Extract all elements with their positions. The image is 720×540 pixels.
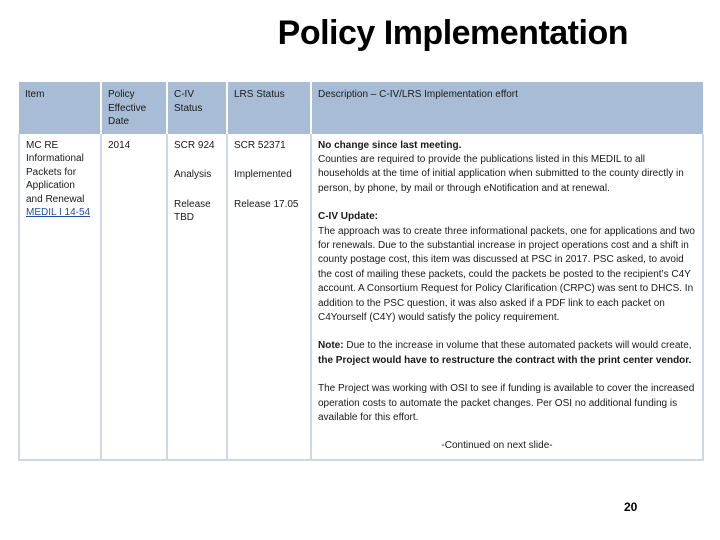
lrs-status-cell xyxy=(227,134,311,460)
osi-paragraph: The Project was working with OSI to see if funding is available to cover the increased operation costs to automate the packet changes. Per OSI no additional funding is available for this effort. xyxy=(318,383,695,423)
civ-release: Release TBD xyxy=(174,198,211,223)
description-cell xyxy=(311,134,703,460)
lrs-scr: SCR 52371 xyxy=(234,139,286,151)
item-cell xyxy=(19,134,101,460)
lrs-release: Release 17.05 xyxy=(234,198,299,210)
page-number: 20 xyxy=(624,500,638,514)
item-text: MC RE Informational Packets for Application and Renewal xyxy=(26,139,85,205)
slide-title: Policy Implementation xyxy=(277,14,628,52)
continued-note: -Continued on next slide- xyxy=(441,440,553,452)
civ-phase: Analysis xyxy=(174,169,212,180)
lrs-phase: Implemented xyxy=(234,169,292,180)
table-row xyxy=(19,134,703,460)
header-civ-status: C-IV Status xyxy=(167,82,227,134)
civ-update-label: C-IV Update: xyxy=(318,211,378,223)
note-bold-text: the Project would have to restructure the contract with the print center vendor. xyxy=(318,354,692,366)
policy-date-cell: 2014 xyxy=(101,134,167,460)
header-lrs-status: LRS Status xyxy=(227,82,311,134)
header-policy-date: Policy Effective Date xyxy=(101,82,167,134)
note-paragraph xyxy=(318,339,696,368)
civ-update-text: The approach was to create three informational packets, one for applications and two for renewals. Due to the substantial increase in project operations cost and a shift in county postage cost, this item was discussed at PSC in 2017. PSC asked, to avoid the cost of mailing these packets, could the packets be posted to the recipient’s C4Y account. A Consortium Request for Policy Clarification (CRPC) was sent to DHCS. In addition to the PSC question, it was also asked if a PDF link to each packet on C4Yourself (C4Y) would satisfy the policy requirement. xyxy=(318,225,695,323)
note-text: Due to the increase in volume that these automated packets will would create, xyxy=(346,340,692,352)
header-item: Item xyxy=(19,82,101,134)
description-heading: No change since last meeting. xyxy=(318,139,462,151)
note-label: Note: xyxy=(318,340,344,352)
description-intro: Counties are required to provide the publications listed in this MEDIL to all households at the time of initial application when submitted to the county directly in person, by phone, by mail or through eNotification and at renewal. xyxy=(318,153,684,194)
policy-table xyxy=(18,82,704,461)
medil-link[interactable]: MEDIL I 14-54 xyxy=(26,207,91,218)
civ-scr: SCR 924 xyxy=(174,139,215,151)
civ-status-cell xyxy=(167,134,227,460)
header-description: Description – C-IV/LRS Implementation effort xyxy=(311,82,703,134)
table-header-row xyxy=(19,82,703,134)
